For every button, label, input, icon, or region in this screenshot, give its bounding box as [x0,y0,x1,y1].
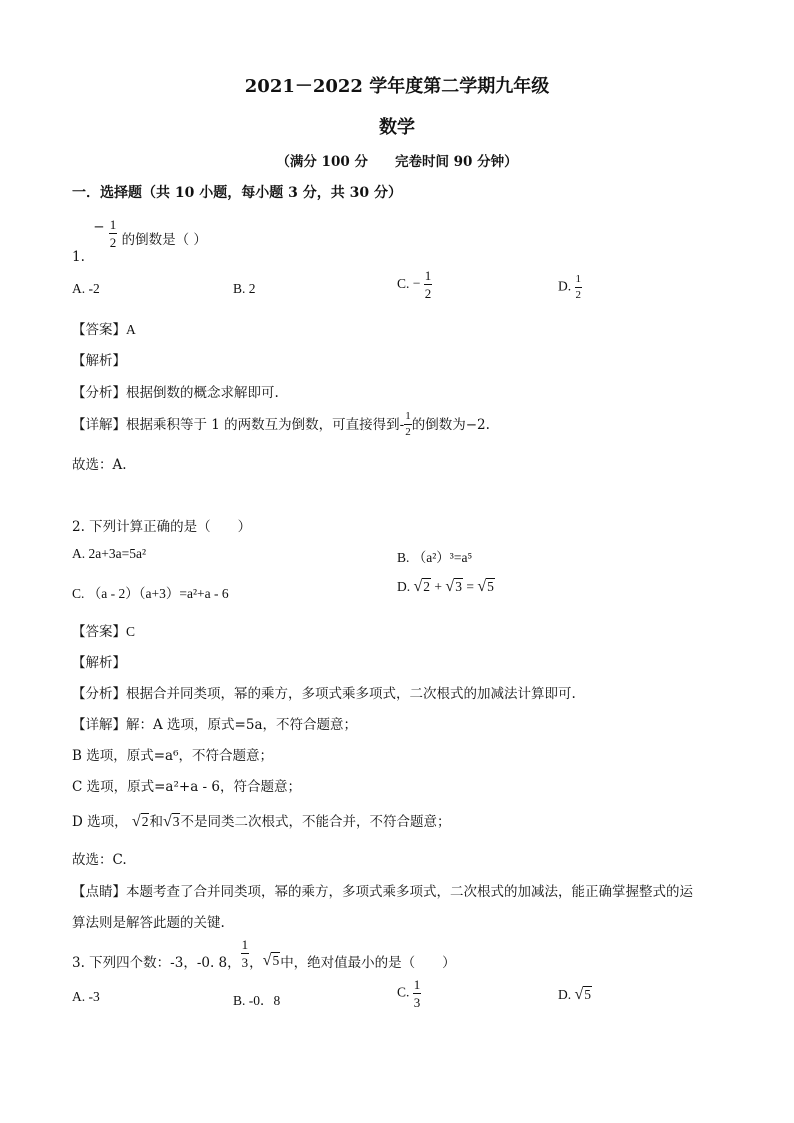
option-label: D. [397,579,411,594]
detail-text: 根据乘积等于 1 的两数互为倒数，可直接得到- [126,417,405,433]
sqrt-expression: √2 [131,813,149,830]
detail-text: 解：A 选项，原式=5a，不符合题意； [126,717,357,733]
fraction-neg-half [93,218,117,249]
question-number: 1. [72,249,85,265]
q3-option-b: B. -0．8 [233,993,281,1008]
q1-detail [72,411,490,438]
detail-tag: 【详解】 [72,417,126,433]
radicand: 5 [487,579,494,594]
q3-option-a: A. -3 [72,989,100,1004]
answer-tag: 【答案】 [72,624,126,640]
minus-sign: − [412,275,421,291]
radicand: 5 [272,953,280,968]
q2-dianjing-line2: 算法则是解答此题的关键. [72,915,225,931]
q1-option-c [397,269,432,300]
sqrt-expression: √5 [262,952,280,969]
stem-text: 的倒数是（ ） [121,232,207,248]
frac-numerator: 1 [241,937,249,952]
radicand: 3 [455,579,462,594]
dianjing-text: 本题考查了合并同类项，幂的乘方，多项式乘多项式，二次根式的加减法，能正确掌握整式的运 [126,884,693,900]
answer-value: A [126,322,136,337]
frac-numerator: 1 [424,268,432,283]
sqrt-expression: √5 [574,986,592,1003]
subject-title: 数学 [379,117,415,138]
sqrt-expression: √3 [445,578,462,595]
answer-value: C [126,624,136,639]
q2-detail-d [72,810,450,831]
frac-denominator: 3 [413,995,421,1010]
fenxi-tag: 【分析】 [72,686,126,702]
q3-option-c [397,978,421,1009]
stem-text: 3. 下列四个数：-3，-0. 8， [72,955,241,971]
option-label: D. [558,278,572,294]
frac-numerator: 1 [575,274,583,288]
fenxi-text: 根据合并同类项，幂的乘方，多项式乘多项式，二次根式的加减法计算即可. [126,686,576,702]
section-heading: 一．选择题（共 10 小题，每小题 3 分，共 30 分） [72,185,402,201]
q2-dianjing-line1 [72,880,693,900]
q1-fenxi [72,381,279,401]
frac-denominator: 2 [405,426,411,438]
radicand: 3 [172,814,180,829]
option-label: C. [397,275,410,291]
plus-sign: + [434,579,443,594]
detail-tag: 【详解】 [72,717,126,733]
q1-option-b: B. 2 [233,281,256,296]
frac-numerator: 1 [109,217,117,232]
q1-option-a: A. -2 [72,281,100,296]
q3-option-d [558,986,592,1004]
exam-title: 2021－2022 学年度第二学期九年级 [244,76,550,97]
radicand: 2 [423,579,431,594]
answer-tag: 【答案】 [72,322,126,338]
q2-detail-a [72,713,357,733]
q2-option-a: A. 2a+3a=5a² [72,546,146,561]
frac-numerator: 1 [413,977,421,992]
fenxi-text: 根据倒数的概念求解即可. [126,385,279,401]
fenxi-tag: 【分析】 [72,385,126,401]
q1-analysis-tag: 【解析】 [72,353,126,369]
stem-text-end: 中，绝对值最小的是（ ） [280,955,456,971]
detail-text: 和 [149,814,163,830]
exam-info: （满分 100 分 完卷时间 90 分钟） [276,154,518,170]
sqrt-expression: √3 [162,813,180,830]
detail-text-end: 不是同类二次根式，不能合并，不符合题意； [180,814,451,830]
minus-sign: − [93,219,105,235]
q2-detail-c: C 选项，原式=a²+a - 6，符合题意； [72,779,301,795]
q2-detail-b: B 选项，原式=a⁶，不符合题意； [72,748,273,764]
q1-answer [72,318,136,338]
q2-option-b: B. （a²）³=a⁵ [397,550,473,565]
q2-choose: 故选：C. [72,852,127,868]
question-3-stem [72,938,456,969]
dianjing-tag: 【点睛】 [72,884,126,900]
equals-sign: = [466,579,474,594]
radicand: 2 [141,814,149,829]
option-label: C. [397,984,410,1000]
radicand: 5 [584,987,592,1002]
frac-denominator: 3 [241,955,249,970]
frac-denominator: 2 [109,235,117,250]
detail-text: D 选项， [72,814,128,830]
frac-numerator: 1 [404,411,412,425]
q2-option-d [397,578,495,596]
q2-answer [72,620,135,640]
sqrt-expression: √2 [413,578,431,595]
sqrt-expression: √5 [477,578,494,595]
q2-fenxi [72,682,576,702]
comma: ， [249,955,263,971]
frac-denominator: 2 [424,286,432,301]
q2-analysis-tag: 【解析】 [72,655,126,671]
frac-denominator: 2 [575,289,581,301]
q1-choose: 故选：A. [72,457,127,473]
q2-option-c: C. （a - 2）（a+3）=a²+a - 6 [72,586,229,601]
question-2-stem: 2. 下列计算正确的是（ ） [72,519,252,535]
option-label: D. [558,987,572,1002]
question-1-stem [72,216,207,265]
q1-option-d [558,274,582,301]
detail-text-end: 的倒数为−2. [411,417,490,433]
